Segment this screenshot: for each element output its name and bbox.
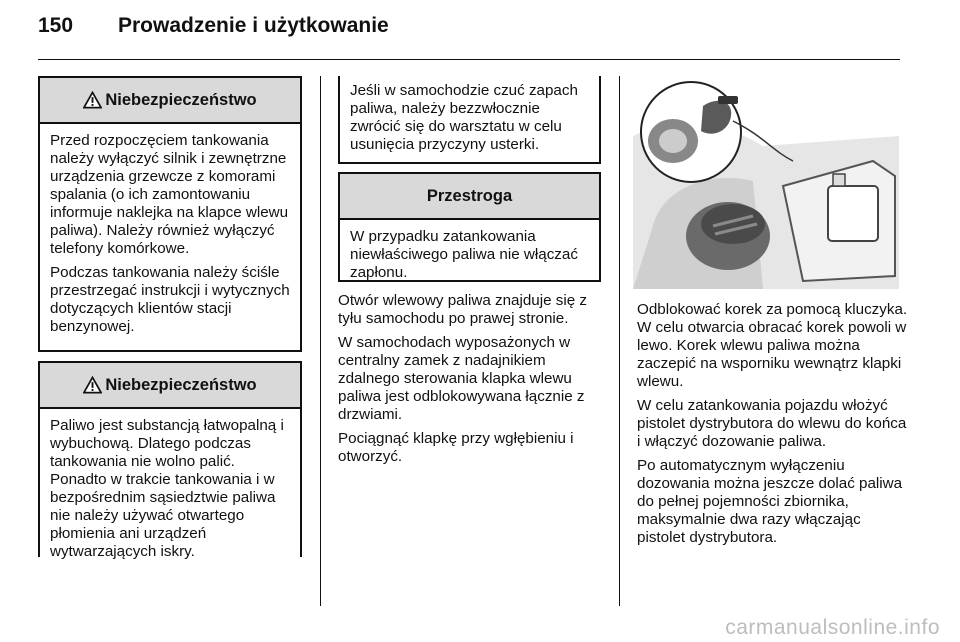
column-divider-right — [619, 76, 620, 606]
middle-column-text — [338, 292, 610, 472]
column-divider-left — [320, 76, 321, 606]
caution-box-text: W przypadku zatankowania niewłaściwego paliwa nie włączać zapłonu. — [350, 228, 578, 281]
warning-triangle-icon — [83, 376, 102, 394]
caution-box-heading — [340, 174, 599, 220]
right-paragraph-2: W celu zatankowania pojazdu włożyć pistolet dystrybutora do wlewu do końca i włączyć dozowanie paliwa. — [637, 397, 907, 450]
continued-warning-box — [338, 76, 601, 164]
warning-box-2-heading-text: Niebezpieczeństwo — [105, 375, 257, 394]
caution-box — [338, 172, 601, 282]
warning-box-1 — [38, 76, 302, 352]
middle-paragraph-2: W samochodach wyposażonych w centralny zamek z nadajnikiem zdalnego sterowania klapka wlewu paliwa jest odblokowywana łącznie z drzwiami. — [338, 334, 585, 423]
right-paragraph-3: Po automatycznym wyłączeniu dozowania można jeszcze dolać paliwa do pełnej pojemności zbiornika, maksymalnie dwa razy włączając pistolet dystrybutora. — [637, 457, 903, 546]
right-paragraph-1: Odblokować korek za pomocą kluczyka. W celu otwarcia obracać korek powoli w lewo. Korek wlewu paliwa można zaczepić na wsporniku wewnątrz klapki wlewu. — [637, 301, 908, 390]
caution-box-heading-text: Przestroga — [426, 186, 513, 205]
middle-paragraph-3: Pociągnąć klapkę przy wgłębieniu i otworzyć. — [338, 430, 574, 465]
watermark: carmanualsonline.info — [725, 616, 940, 639]
continued-warning-text: Jeśli w samochodzie czuć zapach paliwa, należy bezzwłocznie zwrócić się do warsztatu w celu usunięcia przyczyny usterki. — [350, 82, 578, 153]
warning-box-1-paragraph-2: Podczas tankowania należy ściśle przestrzegać instrukcji i wytycznych dotyczących klientów stacji benzynowej. — [50, 264, 290, 335]
warning-box-1-heading-text: Niebezpieczeństwo — [105, 90, 257, 109]
right-column-text — [637, 301, 909, 553]
warning-box-2-paragraph-1: Paliwo jest substancją łatwopalną i wybuchową. Dlatego podczas tankowania nie wolno palić. Ponadto w trakcie tankowania i w bezpośrednim sąsiedztwie paliwa nie należy używać otwartego płomienia ani urządzeń wytwarzających iskry. — [50, 417, 284, 560]
warning-box-1-paragraph-1: Przed rozpoczęciem tankowania należy wyłączyć silnik i zewnętrzne urządzenia grzewcze z komorami spalania (o ich zamontowaniu informuje naklejka na klapce wlewu paliwa). Należy również wyłączyć telefony komórkowe. — [50, 132, 289, 257]
warning-box-1-heading — [40, 78, 300, 124]
warning-box-2 — [38, 361, 302, 560]
warning-box-2-heading — [40, 363, 300, 409]
middle-paragraph-1: Otwór wlewowy paliwa znajduje się z tyłu samochodu po prawej stronie. — [338, 292, 588, 327]
page-number: 150 — [38, 14, 74, 37]
fuel-filler-illustration — [633, 76, 899, 289]
page-title: Prowadzenie i użytkowanie — [118, 14, 389, 37]
warning-triangle-icon — [83, 91, 102, 109]
header-divider — [38, 59, 900, 60]
